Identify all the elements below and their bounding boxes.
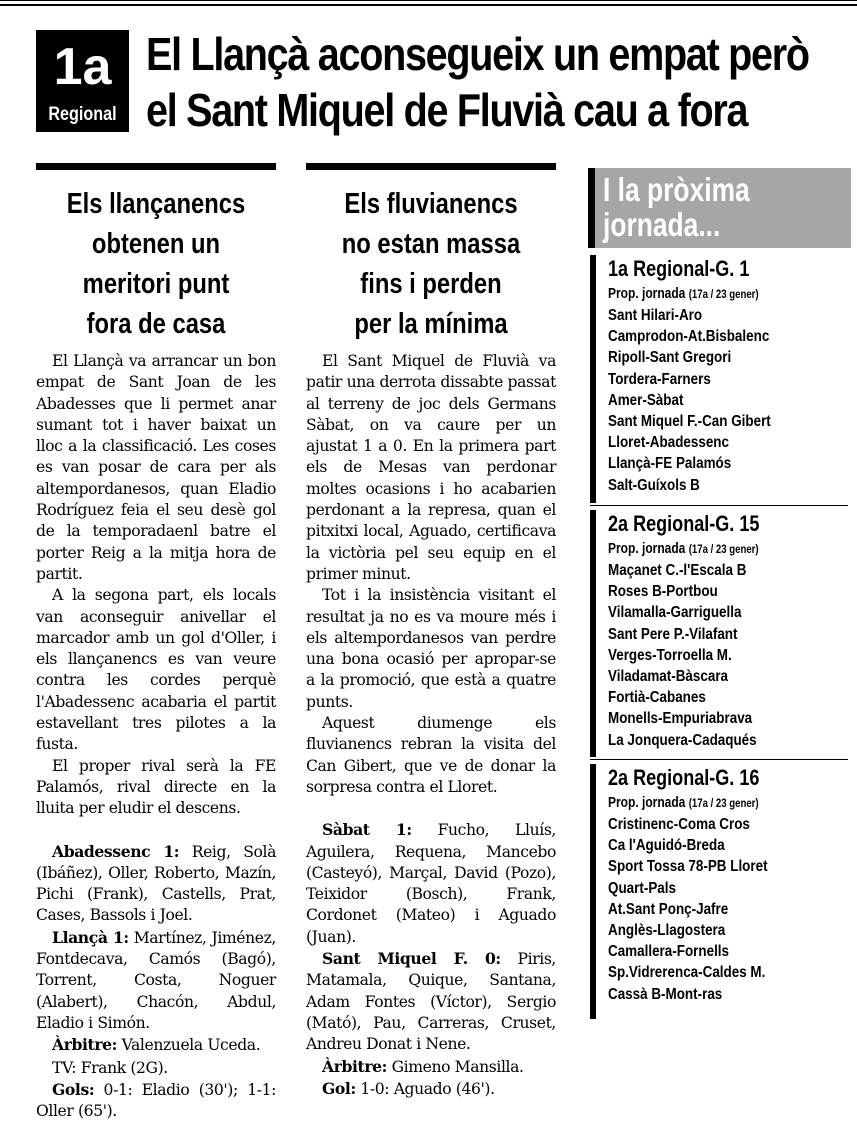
- column-subhead: [58, 184, 255, 348]
- match-item: La Jonquera-Cadaqués: [608, 731, 757, 749]
- lineup-text: Piris, Matamala, Quique, Santana, Adam Fontes (Víctor), Sergio (Mató), Pau, Carreras, Cruset, Andreu Donat i Nene.: [306, 950, 556, 1054]
- subhead-line: Els llançanencs: [66, 188, 246, 220]
- column-rule: [36, 163, 276, 170]
- lineup-line: [36, 841, 276, 927]
- section-number: 1a: [53, 38, 112, 96]
- lineup-line: [306, 819, 556, 948]
- match-item: Quart-Pals: [608, 879, 676, 897]
- lineup-label: Abadessenc 1:: [52, 841, 180, 861]
- paragraph: Tot i la insistència visitant el resultat ja no es va moure més i els altempordanesos van perdre una bona ocasió per apropar-se a la promoció, que està a quatre punts.: [306, 586, 556, 711]
- match-item: At.Sant Ponç-Jafre: [608, 900, 729, 918]
- match-item: Maçanet C.-l'Escala B: [608, 562, 747, 579]
- match-item: Viladamat-Bàscara: [608, 668, 729, 686]
- group-sub-date: (17a / 23 gener): [688, 287, 759, 301]
- match-item: Sant Miquel F.-Can Gibert: [608, 413, 771, 431]
- match-item: Lloret-Abadessenc: [608, 434, 729, 452]
- lineup-label: Gol:: [322, 1078, 356, 1098]
- fixture-group-1: [590, 255, 848, 503]
- group-subtitle: [608, 538, 800, 560]
- lineup-line: [306, 1056, 556, 1078]
- lineup-label: Àrbitre:: [322, 1056, 388, 1076]
- sidebar-title-line-1: I la pròxima: [603, 171, 750, 208]
- sidebar-header: [588, 168, 851, 248]
- match-item: Llançà-FE Palamós: [608, 455, 732, 473]
- lineup-label: Sàbat 1:: [322, 820, 412, 840]
- group-divider: [590, 505, 848, 506]
- group-subtitle: [608, 283, 800, 305]
- paragraph: A la segona part, els locals van aconseguir anivellar el marcador amb un gol d'Oller, i els llançanencs es van veure contra les cordes perquè l'Abadessenc acabaria el partit estavellant tres pilotes a la fusta.: [36, 586, 276, 754]
- lineup-text: Valenzuela Uceda.: [117, 1036, 261, 1055]
- match-item: Anglès-Llagostera: [608, 922, 726, 940]
- paragraph: Aquest diumenge els fluvianencs rebran la visita del Can Gibert, que ve de donar la sorpresa contra el Lloret.: [306, 714, 556, 796]
- match-item: Roses B-Portbou: [608, 583, 718, 601]
- subhead-line: fins i perden: [360, 268, 502, 300]
- lineup-line: [36, 1057, 276, 1079]
- subhead-line: Els fluvianencs: [344, 188, 518, 220]
- group-divider: [590, 759, 848, 760]
- headline-line-2: el Sant Miquel de Fluvià cau a fora: [146, 84, 748, 136]
- match-item: Cassà B-Mont-ras: [608, 985, 723, 1003]
- lineup-label: Sant Miquel F. 0:: [322, 949, 501, 969]
- lineup-text: Martínez, Jiménez, Fontdecava, Camós (Bagó), Torrent, Costa, Noguer (Alabert), Chacón, Abdul, Eladio i Simón.: [36, 928, 276, 1032]
- group-sub-label: Prop. jornada: [608, 794, 686, 811]
- lineup-label: Gols:: [52, 1079, 95, 1099]
- lineup-line: [306, 948, 556, 1055]
- match-item: Amer-Sàbat: [608, 391, 684, 409]
- match-item: Sant Hilari-Aro: [608, 307, 703, 324]
- match-item: Fortià-Cabanes: [608, 689, 706, 707]
- lineup-label: Llançà 1:: [52, 927, 129, 947]
- group-sub-date: (17a / 23 gener): [688, 796, 759, 810]
- lineup-text: 0-1: Eladio (30'); 1-1: Oller (65').: [36, 1080, 276, 1121]
- article-column-2: [306, 163, 556, 1100]
- paragraph: El Llançà va arrancar un bon empat de Sant Joan de les Abadesses que li permet anar sumant tot i haver baixat un lloc a la classificació. Les coses es van posar de cara per als altempordanesos, quan Eladio Rodríguez feia el seu desè gol de la temporadaenl batre el porter Reig a la mitja hora de partit.: [36, 352, 276, 583]
- lineup-line: [36, 1034, 276, 1056]
- subhead-line: per la mínima: [354, 308, 508, 340]
- match-item: Vilamalla-Garriguella: [608, 604, 742, 622]
- match-item: Sp.Vidrerenca-Caldes M.: [608, 964, 766, 982]
- lineup-line: [36, 927, 276, 1034]
- match-item: Camallera-Fornells: [608, 943, 730, 961]
- match-item: Camprodon-At.Bisbalenc: [608, 328, 770, 346]
- article-body: [306, 351, 556, 798]
- section-label-band: [36, 98, 129, 132]
- match-item: Monells-Empuriabrava: [608, 710, 753, 728]
- subhead-line: no estan massa: [341, 228, 521, 260]
- group-sub-label: Prop. jornada: [608, 285, 686, 302]
- match-item: Salt-Guíxols B: [608, 476, 700, 494]
- match-lineups: [36, 841, 276, 1122]
- top-border: [0, 0, 857, 1]
- headline-line-1: El Llançà aconsegueix un empat però: [146, 28, 809, 80]
- paragraph: El Sant Miquel de Fluvià va patir una derrota dissabte passat al terreny de joc dels Germans Sàbat, on va caure per un ajustat 1 a 0. En la primera part els de Mesas van perdonar moltes ocasions i ho acabarien perdonant a la represa, quan el pitxitxi local, Aguado, certificava la victòria pel seu equip en el primer minut.: [306, 352, 556, 583]
- subhead-line: obtenen un: [91, 228, 221, 260]
- lineup-text: 1-0: Aguado (46').: [355, 1079, 495, 1098]
- subhead-line: fora de casa: [86, 308, 226, 340]
- lineup-text: TV: Frank (2G).: [52, 1058, 168, 1077]
- column-subhead: [329, 184, 534, 348]
- lineup-label: Àrbitre:: [52, 1035, 118, 1055]
- match-item: Ripoll-Sant Gregori: [608, 349, 732, 367]
- match-item: Sant Pere P.-Vilafant: [608, 625, 738, 643]
- match-lineups: [306, 819, 556, 1100]
- lineup-text: Gimeno Mansilla.: [387, 1057, 524, 1076]
- column-rule: [306, 163, 556, 170]
- group-sub-label: Prop. jornada: [608, 540, 686, 557]
- article-column-1: [36, 163, 276, 1122]
- lineup-text: Fucho, Lluís, Aguilera, Requena, Mancebo (Casteyó), Marçal, David (Pozo), Teixidor (Bosch), Frank, Cordonet (Mateo) i Aguado (Juan).: [306, 821, 556, 946]
- lineup-line: [36, 1079, 276, 1122]
- group-sub-date: (17a / 23 gener): [688, 542, 759, 556]
- match-item: Ca l'Aguidó-Breda: [608, 837, 725, 855]
- paragraph: El proper rival serà la FE Palamós, rival directe en la lluita per eludir el descens.: [36, 756, 276, 818]
- section-label: Regional: [48, 104, 117, 125]
- group-title: 1a Regional-G. 1: [608, 256, 750, 281]
- lineup-line: [306, 1078, 556, 1100]
- subhead-line: meritori punt: [82, 268, 230, 300]
- match-item: Cristinenc-Coma Cros: [608, 816, 750, 833]
- headline: [146, 26, 843, 138]
- sidebar-title-line-2: jornada...: [603, 206, 721, 243]
- match-item: Sport Tossa 78-PB Lloret: [608, 858, 768, 876]
- fixture-group-2: [590, 510, 848, 757]
- match-item: Verges-Torroella M.: [608, 646, 732, 664]
- fixture-group-3: [590, 764, 848, 1019]
- group-subtitle: [608, 792, 800, 814]
- group-title: 2a Regional-G. 15: [608, 511, 760, 536]
- top-rule: [0, 4, 857, 6]
- group-title: 2a Regional-G. 16: [608, 765, 760, 790]
- match-item: Tordera-Farners: [608, 370, 711, 388]
- lineup-text: Reig, Solà (Ibáñez), Oller, Roberto, Mazín, Pichi (Frank), Castells, Prat, Cases, Bassols i Joel.: [36, 842, 277, 925]
- article-body: [36, 351, 276, 820]
